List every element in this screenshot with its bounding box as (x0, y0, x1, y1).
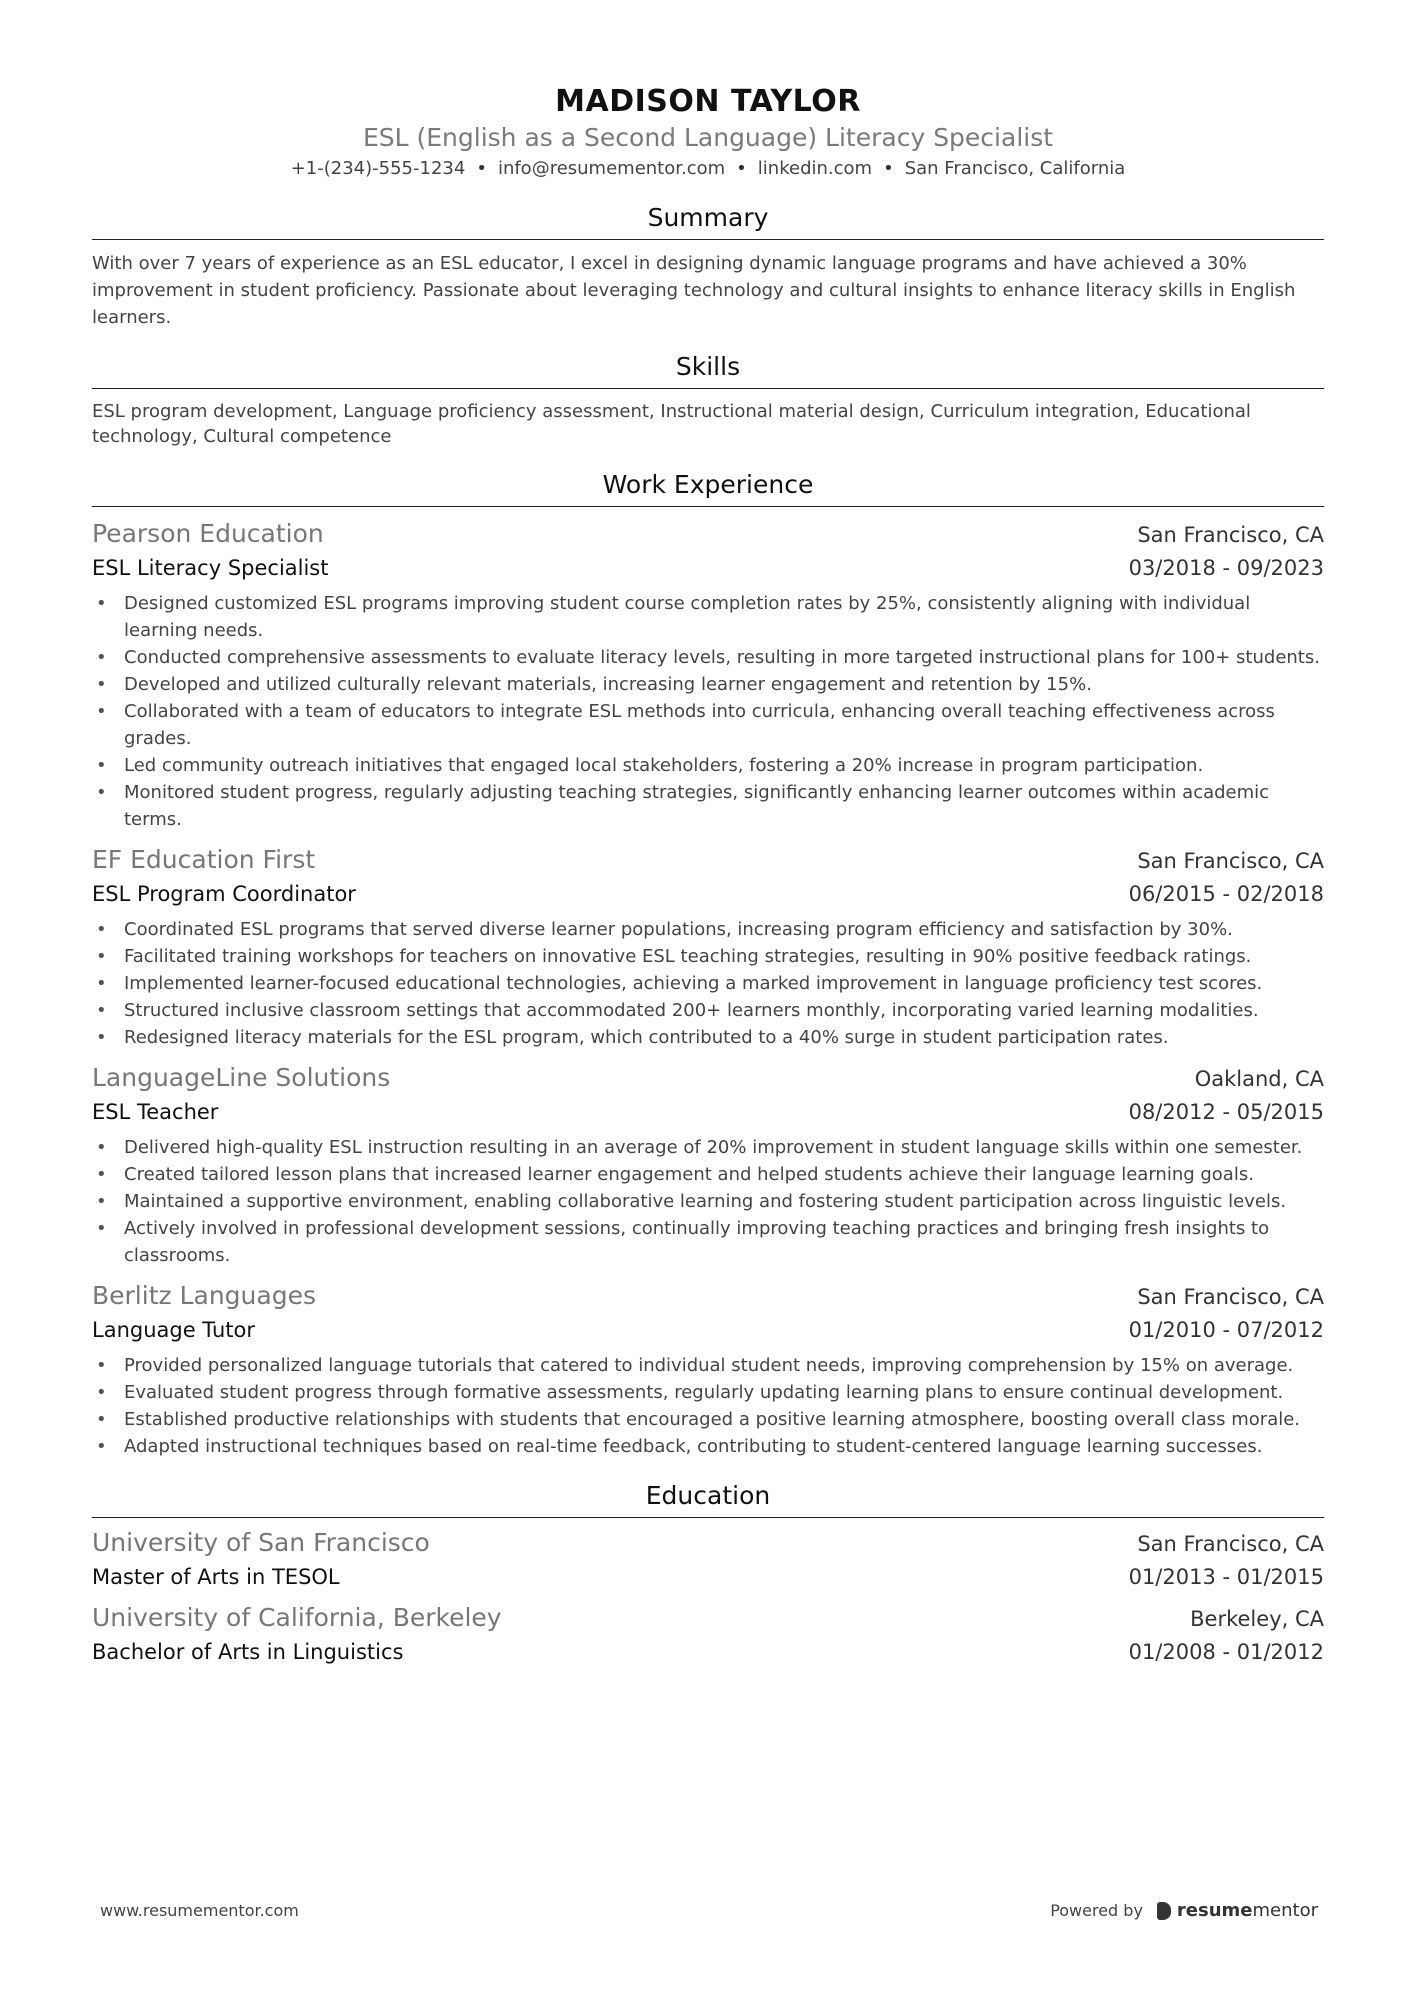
education-dates: 01/2008 - 01/2012 (1128, 1640, 1324, 1664)
list-item: • Facilitated training workshops for teachers on innovative ESL teaching strategies, resulting in 90% positive feedback ratings. (92, 943, 1324, 970)
candidate-role: ESL (English as a Second Language) Literacy Specialist (362, 123, 1054, 152)
list-item: • Implemented learner-focused educational technologies, achieving a marked improvement in language proficiency test scores. (92, 970, 1324, 997)
section-divider (92, 1517, 1324, 1518)
education-degree: Bachelor of Arts in Linguistics (92, 1640, 404, 1664)
skills-text: ESL program development, Language proficiency assessment, Instructional material design, Curriculum integration, Educational technology, Cultural competence (92, 401, 1251, 447)
education-entry (92, 1526, 1324, 1593)
list-item: • Conducted comprehensive assessments to evaluate literacy levels, resulting in more targeted instructional plans for 100+ students. (92, 644, 1324, 671)
experience-section (92, 469, 1324, 1460)
job-company: Pearson Education (92, 519, 324, 548)
list-item: • Adapted instructional techniques based on real-time feedback, contributing to student-centered language learning successes. (92, 1433, 1324, 1460)
brand-name-bold: resume (1176, 1900, 1253, 1921)
education-entry (92, 1601, 1324, 1668)
education-school: University of San Francisco (92, 1528, 430, 1557)
job-company: EF Education First (92, 845, 316, 874)
job-company: LanguageLine Solutions (92, 1063, 391, 1092)
job-dates: 03/2018 - 09/2023 (1128, 556, 1324, 580)
section-title: Summary (647, 203, 769, 232)
job-dates: 06/2015 - 02/2018 (1128, 882, 1324, 906)
list-item: • Delivered high-quality ESL instruction resulting in an average of 20% improvement in student language skills within one semester. (92, 1134, 1324, 1161)
list-item: • Created tailored lesson plans that increased learner engagement and helped students achieve their language learning goals. (92, 1161, 1324, 1188)
section-title: Work Experience (602, 470, 814, 499)
job-entry (92, 1279, 1324, 1460)
section-divider (92, 388, 1324, 389)
job-entry (92, 1061, 1324, 1269)
list-item: • Led community outreach initiatives that engaged local stakeholders, fostering a 20% increase in program participation. (92, 752, 1324, 779)
list-item: • Actively involved in professional development sessions, continually improving teaching practices and bringing fresh insights to classrooms. (92, 1215, 1324, 1269)
job-title: Language Tutor (92, 1318, 255, 1342)
resumementor-logo-icon (1157, 1902, 1171, 1920)
job-title: ESL Teacher (92, 1100, 219, 1124)
list-item: • Evaluated student progress through formative assessments, regularly updating learning plans to ensure continual development. (92, 1379, 1324, 1406)
education-location: Berkeley, CA (1190, 1607, 1324, 1631)
job-bullets (92, 1134, 1324, 1269)
contact-phone: +1-(234)-555-1234 (290, 158, 466, 179)
job-dates: 01/2010 - 07/2012 (1128, 1318, 1324, 1342)
education-school: University of California, Berkeley (92, 1603, 502, 1632)
list-item: • Maintained a supportive environment, enabling collaborative learning and fostering student participation across linguistic levels. (92, 1188, 1324, 1215)
job-bullets (92, 590, 1324, 833)
section-title: Skills (675, 352, 741, 381)
job-entry (92, 843, 1324, 1051)
brand-name-rest: mentor (1252, 1900, 1318, 1921)
list-item: • Provided personalized language tutorials that catered to individual student needs, improving comprehension by 15% on average. (92, 1352, 1324, 1379)
powered-by-label: Powered by (1050, 1901, 1143, 1920)
section-divider (92, 506, 1324, 507)
education-section (92, 1480, 1324, 1668)
summary-section (92, 202, 1324, 331)
footer-website-link[interactable]: www.resumementor.com (100, 1901, 299, 1920)
skills-section (92, 351, 1324, 449)
job-entry (92, 517, 1324, 833)
footer-brand (1050, 1900, 1318, 1921)
job-location: San Francisco, CA (1137, 1285, 1324, 1309)
resumementor-logo[interactable] (1157, 1900, 1318, 1921)
job-title: ESL Program Coordinator (92, 882, 356, 906)
resume-header (92, 0, 1324, 182)
job-title: ESL Literacy Specialist (92, 556, 329, 580)
education-dates: 01/2013 - 01/2015 (1128, 1565, 1324, 1589)
contact-line (92, 156, 1324, 182)
contact-location: San Francisco, California (904, 158, 1126, 179)
job-bullets (92, 916, 1324, 1051)
bullet-separator: • (883, 158, 894, 179)
job-location: Oakland, CA (1194, 1067, 1324, 1091)
candidate-name: MADISON TAYLOR (555, 84, 861, 119)
job-location: San Francisco, CA (1137, 849, 1324, 873)
list-item: • Collaborated with a team of educators to integrate ESL methods into curricula, enhancing overall teaching effectiveness across grades. (92, 698, 1324, 752)
education-location: San Francisco, CA (1137, 1532, 1324, 1556)
contact-linkedin: linkedin.com (757, 158, 873, 179)
list-item: • Coordinated ESL programs that served diverse learner populations, increasing program efficiency and satisfaction by 30%. (92, 916, 1324, 943)
list-item: • Developed and utilized culturally relevant materials, increasing learner engagement and retention by 15%. (92, 671, 1324, 698)
list-item: • Redesigned literacy materials for the ESL program, which contributed to a 40% surge in student participation rates. (92, 1024, 1324, 1051)
job-company: Berlitz Languages (92, 1281, 316, 1310)
section-title: Education (645, 1481, 771, 1510)
bullet-separator: • (736, 158, 747, 179)
bullet-separator: • (476, 158, 487, 179)
education-degree: Master of Arts in TESOL (92, 1565, 340, 1589)
list-item: • Designed customized ESL programs improving student course completion rates by 25%, consistently aligning with individual learning needs. (92, 590, 1324, 644)
resume-page (92, 0, 1324, 1668)
list-item: • Structured inclusive classroom settings that accommodated 200+ learners monthly, incorporating varied learning modalities. (92, 997, 1324, 1024)
job-location: San Francisco, CA (1137, 523, 1324, 547)
page-footer (100, 1900, 1318, 1921)
contact-email: info@resumementor.com (497, 158, 726, 179)
job-dates: 08/2012 - 05/2015 (1128, 1100, 1324, 1124)
list-item: • Monitored student progress, regularly adjusting teaching strategies, significantly enhancing learner outcomes within academic terms. (92, 779, 1324, 833)
summary-text: With over 7 years of experience as an ESL educator, I excel in designing dynamic language programs and have achieved a 30% improvement in student proficiency. Passionate about leveraging technology and cultural insights to enhance literacy skills in English learners. (92, 253, 1296, 328)
list-item: • Established productive relationships with students that encouraged a positive learning atmosphere, boosting overall class morale. (92, 1406, 1324, 1433)
job-bullets (92, 1352, 1324, 1460)
section-divider (92, 239, 1324, 240)
